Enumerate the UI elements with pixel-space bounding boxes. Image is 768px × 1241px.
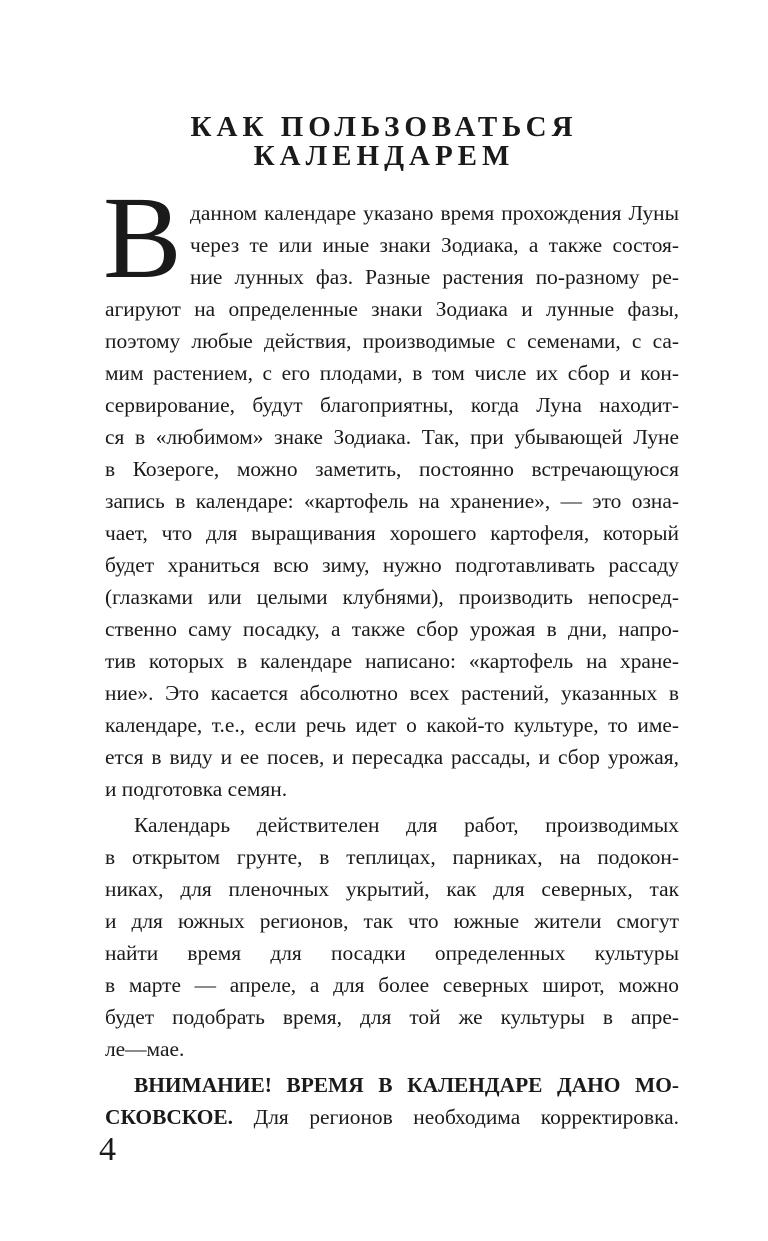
text-line: данном календаре указано время прохождения Луны bbox=[190, 201, 679, 225]
text-line: ся в «любимом» знаке Зодиака. Так, при убывающей Луне bbox=[105, 425, 679, 449]
text-line: сервирование, будут благоприятны, когда Луна находит- bbox=[105, 393, 679, 417]
text-line: найти время для посадки определенных культуры bbox=[105, 941, 679, 965]
text-line: в марте — апреле, а для более северных широт, можно bbox=[105, 973, 679, 997]
text-line: запись в календаре: «картофель на хранение», — это озна- bbox=[105, 489, 679, 513]
text-line: мим растением, с его плодами, в том числе их сбор и кон- bbox=[105, 361, 679, 385]
notice-bold-line: ВНИМАНИЕ! ВРЕМЯ В КАЛЕНДАРЕ ДАНО МО- bbox=[134, 1073, 679, 1097]
text-line: ется в виду и ее посев, и пересадка рассады, и сбор урожая, bbox=[105, 745, 679, 769]
chapter-title-line-2: КАЛЕНДАРЕМ bbox=[253, 140, 515, 172]
text-line: будет подобрать время, для той же культуры в апре- bbox=[105, 1005, 679, 1029]
text-line: ние». Это касается абсолютно всех растений, указанных в bbox=[105, 681, 679, 705]
notice-bold-word: СКОВСКОЕ. bbox=[105, 1105, 234, 1129]
text-line: и подготовка семян. bbox=[105, 777, 288, 801]
text-line: Календарь действителен для работ, производимых bbox=[134, 813, 679, 837]
text-line: ственно саму посадку, а также сбор урожая в дни, напро- bbox=[105, 617, 679, 641]
page-number: 4 bbox=[99, 1131, 116, 1168]
drop-cap: В bbox=[103, 172, 182, 303]
text-line: будет храниться всю зиму, нужно подготавливать рассаду bbox=[105, 553, 679, 577]
text-line: никах, для пленочных укрытий, как для северных, так bbox=[105, 877, 679, 901]
text-line: календаре, т.е., если речь идет о какой-то культуре, то име- bbox=[105, 713, 679, 737]
text-line: поэтому любые действия, производимые с семенами, с са- bbox=[105, 329, 679, 353]
text-line: и для южных регионов, так что южные жители смогут bbox=[105, 909, 679, 933]
notice-line bbox=[105, 1101, 679, 1133]
text-line: в открытом грунте, в теплицах, парниках, на подокон- bbox=[105, 845, 679, 869]
text-line: в Козероге, можно заметить, постоянно встречающуюся bbox=[105, 457, 679, 481]
text-line: ние лунных фаз. Разные растения по-разному ре- bbox=[190, 265, 679, 289]
text-line: тив которых в календаре написано: «картофель на хране- bbox=[105, 649, 679, 673]
text-line: агируют на определенные знаки Зодиака и лунные фазы, bbox=[105, 297, 679, 321]
text-line: ле—мае. bbox=[105, 1037, 185, 1061]
chapter-title-line-1: КАК ПОЛЬЗОВАТЬСЯ bbox=[190, 111, 578, 143]
text-line: (глазками или целыми клубнями), производить непосред- bbox=[105, 585, 679, 609]
text-line: через те или иные знаки Зодиака, а также состоя- bbox=[190, 233, 679, 257]
notice-regular-text: Для регионов необходима корректировка. bbox=[233, 1105, 679, 1129]
text-line: чает, что для выращивания хорошего картофеля, который bbox=[105, 521, 679, 545]
